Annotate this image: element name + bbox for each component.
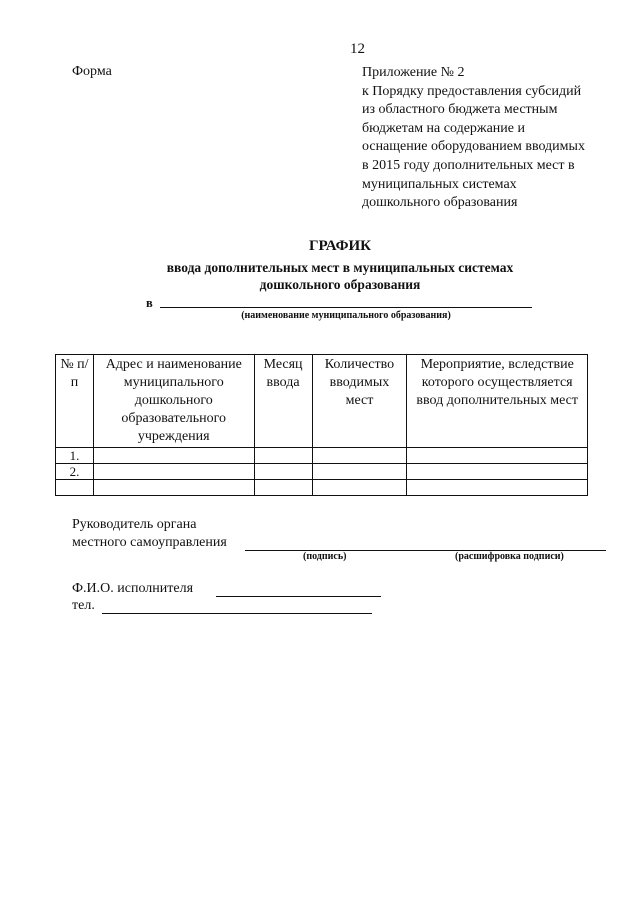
schedule-table xyxy=(55,354,588,496)
signature-decode-caption: (расшифровка подписи) xyxy=(455,551,564,562)
municipality-field-line[interactable] xyxy=(160,307,532,308)
page-number: 12 xyxy=(350,41,365,57)
phone-field-line[interactable] xyxy=(102,613,372,614)
executor-label: Ф.И.О. исполнителя xyxy=(72,581,194,596)
appendix-line: муниципальных системах xyxy=(362,176,517,192)
table-cell[interactable] xyxy=(254,448,312,464)
document-subtitle xyxy=(120,259,560,293)
table-cell[interactable] xyxy=(93,480,254,496)
table-row xyxy=(56,448,588,464)
header-month: Месяц ввода xyxy=(254,355,312,448)
signature-caption: (подпись) xyxy=(303,551,347,562)
head-title-line2: местного самоуправления xyxy=(72,535,227,550)
executor-field-line[interactable] xyxy=(216,596,381,597)
appendix-line: оснащение оборудованием вводимых xyxy=(362,139,585,155)
subtitle-line: дошкольного образования xyxy=(259,277,421,292)
header-quantity: Количество вводимых мест xyxy=(312,355,407,448)
appendix-line: к Порядку предоставления субсидий xyxy=(362,83,582,99)
document-title: ГРАФИК xyxy=(308,238,372,254)
table-cell[interactable] xyxy=(254,480,312,496)
table-cell[interactable] xyxy=(312,480,407,496)
table-cell[interactable] xyxy=(407,464,588,480)
appendix-block xyxy=(362,64,622,213)
table-cell: 1. xyxy=(56,448,94,464)
table-cell xyxy=(56,480,94,496)
head-title-line1: Руководитель органа xyxy=(72,517,197,532)
table-cell: 2. xyxy=(56,464,94,480)
municipality-caption: (наименование муниципального образования) xyxy=(241,310,451,321)
table-cell[interactable] xyxy=(93,448,254,464)
table-cell[interactable] xyxy=(407,480,588,496)
table-cell[interactable] xyxy=(254,464,312,480)
appendix-line: из областного бюджета местным xyxy=(362,102,558,118)
appendix-line: в 2015 году дополнительных мест в xyxy=(362,157,575,173)
table-row xyxy=(56,480,588,496)
table-cell[interactable] xyxy=(312,448,407,464)
appendix-line: бюджетам на содержание и xyxy=(362,120,525,136)
header-number: № п/п xyxy=(56,355,94,448)
form-label: Форма xyxy=(72,64,112,79)
table-cell[interactable] xyxy=(312,464,407,480)
appendix-line: дошкольного образования xyxy=(362,195,518,211)
header-address: Адрес и наименование муниципального дошкольного образовательного учреждения xyxy=(93,355,254,448)
header-event: Мероприятие, вследствие которого осуществляется ввод дополнительных мест xyxy=(407,355,588,448)
phone-label: тел. xyxy=(72,598,95,613)
table-header-row xyxy=(56,355,588,448)
table-cell[interactable] xyxy=(93,464,254,480)
subtitle-line: ввода дополнительных мест в муниципальных системах xyxy=(166,260,514,275)
table-cell[interactable] xyxy=(407,448,588,464)
municipality-prefix: в xyxy=(146,296,153,310)
appendix-line: Приложение № 2 xyxy=(362,65,465,80)
table-row xyxy=(56,464,588,480)
